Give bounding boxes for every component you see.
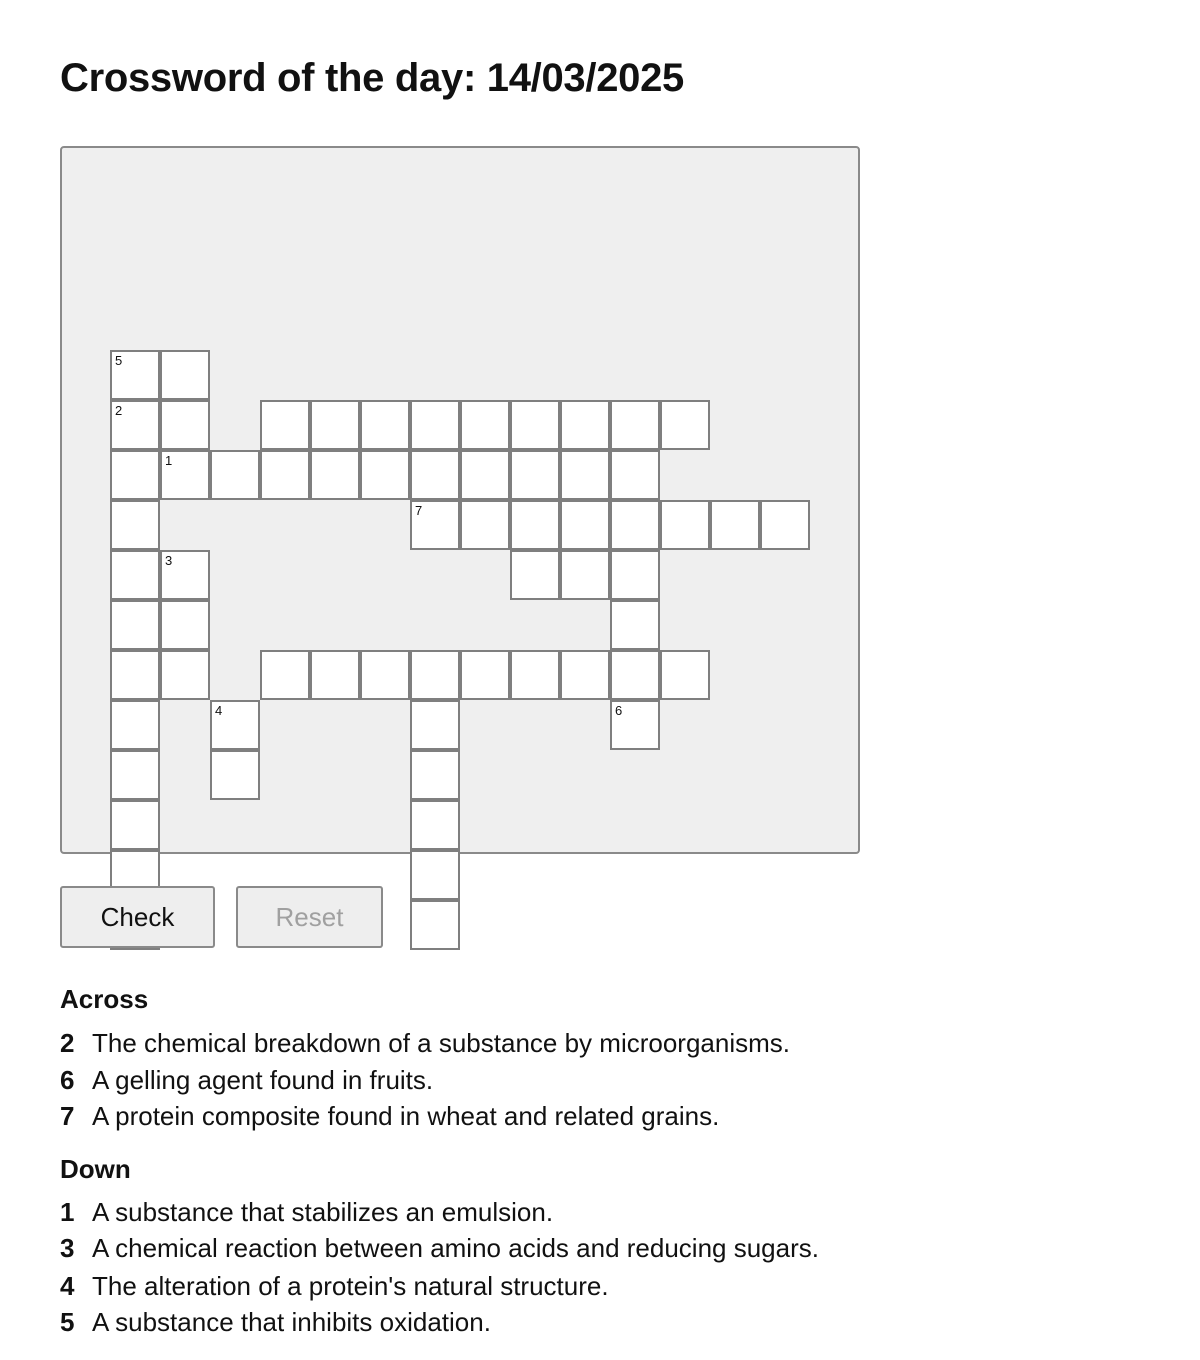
down-clue-3[interactable]: [60, 1233, 819, 1264]
clue-number-label: 6: [615, 703, 623, 718]
grid-cell[interactable]: [110, 350, 160, 400]
clue-text: A substance that inhibits oxidation.: [92, 1307, 491, 1337]
clue-text: A chemical reaction between amino acids and reducing sugars.: [92, 1233, 819, 1263]
grid-cell[interactable]: [610, 650, 660, 700]
grid-cell[interactable]: [510, 450, 560, 500]
grid-cell[interactable]: [310, 450, 360, 500]
grid-cell[interactable]: [410, 500, 460, 550]
grid-cell[interactable]: [260, 450, 310, 500]
grid-cell[interactable]: [110, 450, 160, 500]
grid-cell[interactable]: [110, 500, 160, 550]
grid-cell[interactable]: [410, 900, 460, 950]
clue-number-label: 5: [115, 353, 123, 368]
grid-cell[interactable]: [560, 400, 610, 450]
grid-cell[interactable]: [410, 450, 460, 500]
grid-cell[interactable]: [460, 650, 510, 700]
grid-cell[interactable]: [310, 400, 360, 450]
grid-cell[interactable]: [610, 450, 660, 500]
grid-cell[interactable]: [610, 700, 660, 750]
across-heading: Across: [60, 984, 149, 1014]
clue-number: 4: [60, 1271, 75, 1301]
grid-cell[interactable]: [610, 500, 660, 550]
grid-cell[interactable]: [610, 400, 660, 450]
clue-number-label: 2: [115, 403, 123, 418]
grid-cell[interactable]: [110, 650, 160, 700]
grid-cell[interactable]: [410, 400, 460, 450]
clue-number: 6: [60, 1065, 75, 1095]
grid-cell[interactable]: [460, 500, 510, 550]
clue-number-label: 3: [165, 553, 173, 568]
check-button[interactable]: Check: [60, 886, 215, 948]
clue-number-label: 7: [415, 503, 423, 518]
grid-cell[interactable]: [410, 800, 460, 850]
grid-cell[interactable]: [560, 550, 610, 600]
grid-cell[interactable]: [660, 400, 710, 450]
grid-cell[interactable]: [660, 650, 710, 700]
across-clue-6[interactable]: [60, 1065, 433, 1096]
clue-number-label: 4: [215, 703, 223, 718]
across-clue-2[interactable]: [60, 1028, 790, 1059]
grid-cell[interactable]: [160, 400, 210, 450]
clue-text: The alteration of a protein's natural structure.: [92, 1271, 609, 1301]
grid-cell[interactable]: [360, 450, 410, 500]
grid-cell[interactable]: [110, 600, 160, 650]
grid-cell[interactable]: [410, 650, 460, 700]
grid-cell[interactable]: [260, 400, 310, 450]
down-clue-1[interactable]: [60, 1197, 553, 1228]
clue-text: A substance that stabilizes an emulsion.: [92, 1197, 554, 1227]
clue-number: 3: [60, 1233, 75, 1263]
grid-cell[interactable]: [510, 650, 560, 700]
grid-cell[interactable]: [560, 650, 610, 700]
down-clue-4[interactable]: [60, 1271, 609, 1302]
clue-number: 7: [60, 1101, 75, 1131]
grid-cell[interactable]: [110, 550, 160, 600]
grid-cell[interactable]: [110, 750, 160, 800]
clue-number: 5: [60, 1307, 75, 1337]
grid-cell[interactable]: [460, 400, 510, 450]
grid-cell[interactable]: [360, 400, 410, 450]
grid-cell[interactable]: [360, 650, 410, 700]
clue-number: 1: [60, 1197, 75, 1227]
grid-cell[interactable]: [460, 450, 510, 500]
grid-cell[interactable]: [410, 700, 460, 750]
page-title: Crossword of the day: 14/03/2025: [60, 56, 684, 100]
down-clue-5[interactable]: [60, 1307, 491, 1338]
grid-cell[interactable]: [760, 500, 810, 550]
grid-cell[interactable]: [110, 700, 160, 750]
clue-text: A gelling agent found in fruits.: [92, 1065, 434, 1095]
clue-number: 2: [60, 1028, 75, 1058]
grid-cell[interactable]: [410, 850, 460, 900]
down-heading: Down: [60, 1154, 131, 1184]
clue-number-label: 1: [165, 453, 173, 468]
grid-cell[interactable]: [710, 500, 760, 550]
grid-cell[interactable]: [210, 750, 260, 800]
grid-cell[interactable]: [160, 650, 210, 700]
across-clue-7[interactable]: [60, 1101, 719, 1132]
grid-cell[interactable]: [410, 750, 460, 800]
grid-cell[interactable]: [160, 600, 210, 650]
grid-cell[interactable]: [260, 650, 310, 700]
grid-cell[interactable]: [560, 500, 610, 550]
grid-cell[interactable]: [510, 500, 560, 550]
grid-cell[interactable]: [610, 550, 660, 600]
crossword-grid: [62, 148, 858, 852]
grid-cell[interactable]: [210, 450, 260, 500]
grid-cell[interactable]: [160, 450, 210, 500]
grid-cell[interactable]: [610, 600, 660, 650]
clue-text: A protein composite found in wheat and related grains.: [92, 1101, 720, 1131]
grid-cell[interactable]: [110, 800, 160, 850]
grid-cell[interactable]: [110, 400, 160, 450]
reset-button[interactable]: Reset: [236, 886, 383, 948]
grid-cell[interactable]: [560, 450, 610, 500]
grid-cell[interactable]: [160, 350, 210, 400]
grid-cell[interactable]: [310, 650, 360, 700]
crossword-board: [60, 146, 860, 854]
grid-cell[interactable]: [210, 700, 260, 750]
grid-cell[interactable]: [660, 500, 710, 550]
grid-cell[interactable]: [510, 400, 560, 450]
grid-cell[interactable]: [510, 550, 560, 600]
grid-cell[interactable]: [160, 550, 210, 600]
clue-text: The chemical breakdown of a substance by microorganisms.: [92, 1028, 790, 1058]
